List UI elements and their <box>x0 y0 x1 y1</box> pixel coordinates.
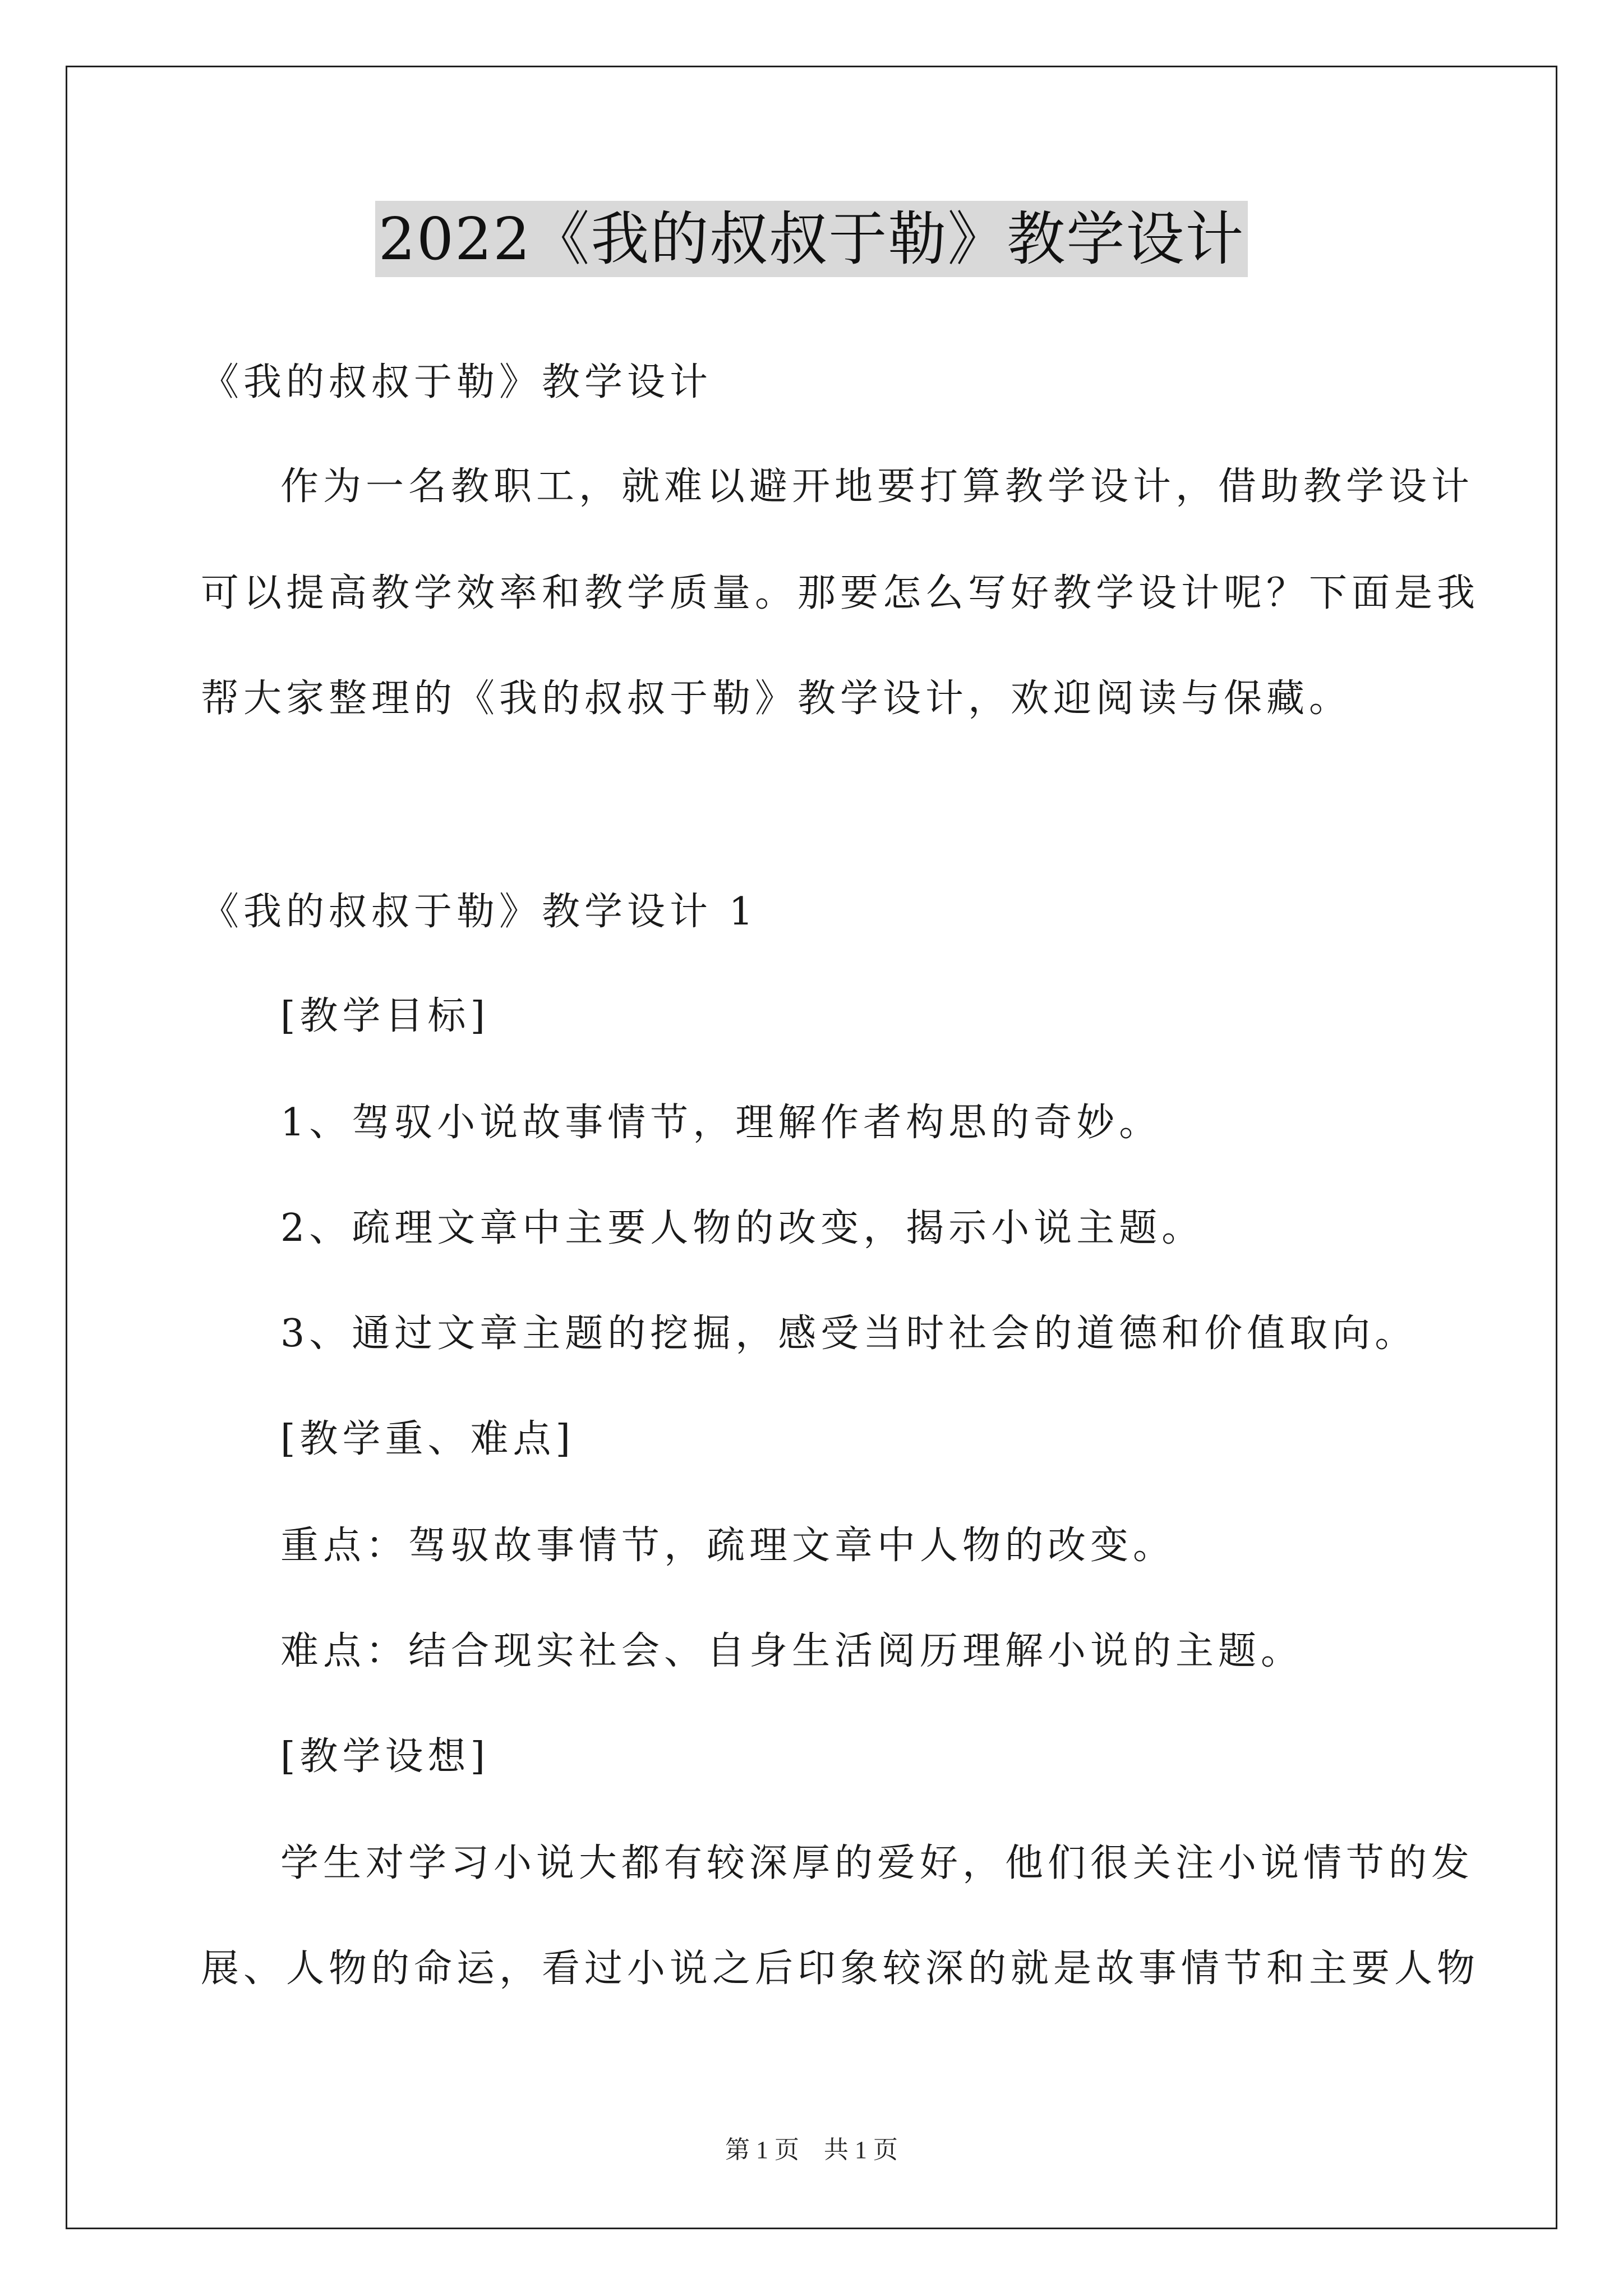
idea-line-2: 展、人物的命运，看过小说之后印象较深的就是故事情节和主要人物 <box>201 1947 1480 1991</box>
intro-line-2: 可以提高教学效率和教学质量。那要怎么写好教学设计呢？下面是我 <box>201 571 1480 615</box>
idea-line-1: 学生对学习小说大都有较深厚的爱好，他们很关注小说情节的发 <box>280 1841 1474 1885</box>
document-title: 2022《我的叔叔于勒》教学设计 <box>375 201 1248 277</box>
title-container <box>0 201 1623 277</box>
intro-line-3: 帮大家整理的《我的叔叔于勒》教学设计，欢迎阅读与保藏。 <box>201 677 1352 721</box>
idea-heading: [教学设想] <box>280 1734 490 1779</box>
page-number-footer: 第 1 页 共 1 页 <box>725 2136 898 2164</box>
key-points-heading: [教学重、难点] <box>280 1417 575 1461</box>
key-point-text: 重点：驾驭故事情节，疏理文章中人物的改变。 <box>280 1524 1176 1568</box>
intro-line-1: 作为一名教职工，就难以避开地要打算教学设计，借助教学设计 <box>280 464 1474 509</box>
goal-item-2: 2、疏理文章中主要人物的改变，揭示小说主题。 <box>280 1206 1205 1250</box>
difficulty-text: 难点：结合现实社会、自身生活阅历理解小说的主题。 <box>280 1629 1304 1673</box>
goals-heading: [教学目标] <box>280 994 490 1038</box>
document-subtitle: 《我的叔叔于勒》教学设计 <box>201 360 713 404</box>
goal-item-3: 3、通过文章主题的挖掘，感受当时社会的道德和价值取向。 <box>280 1312 1418 1356</box>
goal-item-1: 1、驾驭小说故事情节，理解作者构思的奇妙。 <box>280 1101 1162 1145</box>
section-heading: 《我的叔叔于勒》教学设计 1 <box>201 890 758 934</box>
